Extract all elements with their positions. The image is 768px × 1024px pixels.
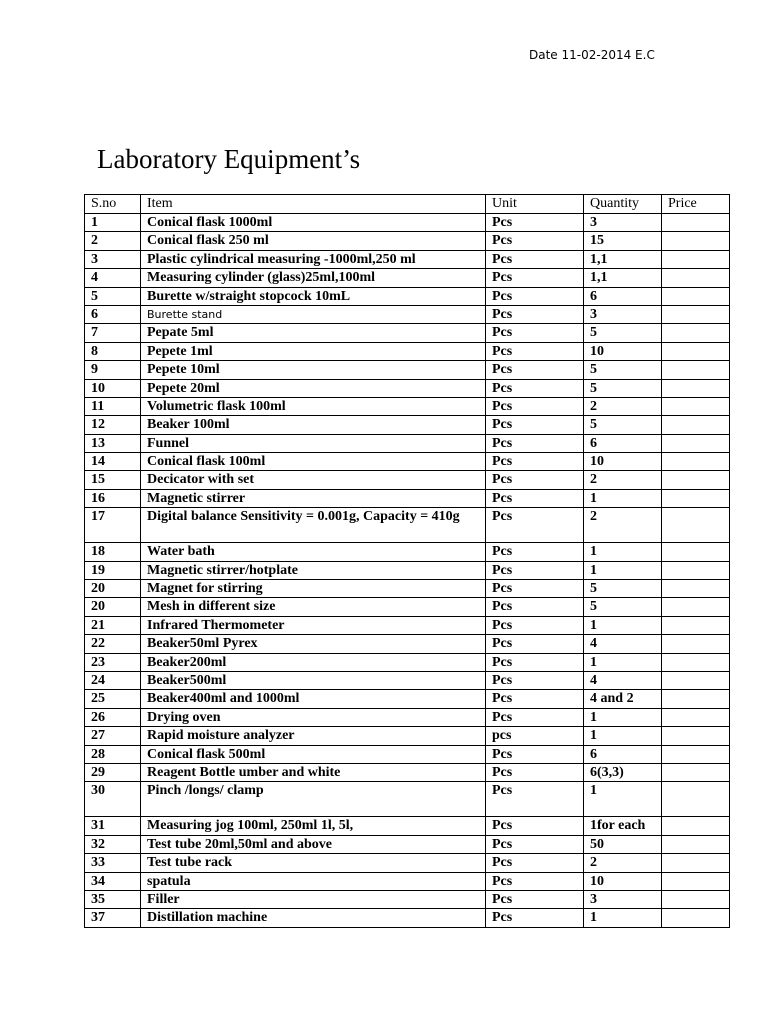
cell-price [662,342,730,360]
cell-price [662,690,730,708]
header-sno: S.no [85,195,141,214]
cell-item: spatula [141,872,486,890]
cell-quantity: 1 [584,653,662,671]
cell-price [662,287,730,305]
cell-quantity: 6 [584,434,662,452]
cell-quantity: 5 [584,379,662,397]
cell-price [662,727,730,745]
page-title: Laboratory Equipment’s [97,144,361,174]
header-row [85,195,730,214]
cell-sno: 29 [85,763,141,781]
cell-quantity: 5 [584,324,662,342]
cell-unit: Pcs [486,416,584,434]
cell-price [662,543,730,561]
cell-price [662,854,730,872]
cell-sno: 22 [85,635,141,653]
cell-item: Test tube rack [141,854,486,872]
cell-unit: Pcs [486,872,584,890]
table-row [85,690,730,708]
cell-item: Conical flask 250 ml [141,232,486,250]
cell-sno: 1 [85,214,141,232]
cell-unit: Pcs [486,890,584,908]
cell-unit: Pcs [486,763,584,781]
cell-item: Digital balance Sensitivity = 0.001g, Capacity = 410g [141,508,486,543]
cell-quantity: 4 [584,671,662,689]
cell-sno: 32 [85,835,141,853]
cell-quantity: 15 [584,232,662,250]
cell-item: Infrared Thermometer [141,616,486,634]
cell-price [662,817,730,835]
cell-sno: 12 [85,416,141,434]
cell-price [662,909,730,927]
cell-unit: Pcs [486,635,584,653]
cell-quantity: 5 [584,416,662,434]
cell-quantity: 3 [584,890,662,908]
cell-sno: 6 [85,305,141,323]
table-row [85,453,730,471]
cell-sno: 31 [85,817,141,835]
cell-sno: 7 [85,324,141,342]
table-row [85,342,730,360]
cell-sno: 20 [85,598,141,616]
cell-unit: Pcs [486,489,584,507]
cell-item: Distillation machine [141,909,486,927]
cell-price [662,397,730,415]
cell-sno: 2 [85,232,141,250]
cell-quantity: 1 [584,489,662,507]
cell-quantity: 1 [584,782,662,817]
cell-quantity: 1for each [584,817,662,835]
cell-sno: 9 [85,361,141,379]
cell-quantity: 1,1 [584,269,662,287]
cell-sno: 16 [85,489,141,507]
cell-unit: Pcs [486,690,584,708]
cell-item: Beaker400ml and 1000ml [141,690,486,708]
cell-price [662,232,730,250]
cell-item: Plastic cylindrical measuring -1000ml,250 ml [141,250,486,268]
cell-unit: pcs [486,727,584,745]
cell-sno: 37 [85,909,141,927]
cell-quantity: 2 [584,397,662,415]
cell-sno: 34 [85,872,141,890]
cell-price [662,872,730,890]
table-row [85,727,730,745]
cell-quantity: 10 [584,453,662,471]
cell-unit: Pcs [486,287,584,305]
cell-item: Conical flask 1000ml [141,214,486,232]
cell-price [662,379,730,397]
cell-unit: Pcs [486,471,584,489]
cell-price [662,305,730,323]
cell-unit: Pcs [486,342,584,360]
cell-item: Beaker50ml Pyrex [141,635,486,653]
cell-price [662,745,730,763]
cell-sno: 25 [85,690,141,708]
cell-price [662,471,730,489]
cell-item: Rapid moisture analyzer [141,727,486,745]
table-row [85,616,730,634]
cell-item: Decicator with set [141,471,486,489]
cell-quantity: 10 [584,872,662,890]
cell-quantity: 4 and 2 [584,690,662,708]
cell-price [662,835,730,853]
cell-quantity: 1 [584,543,662,561]
cell-unit: Pcs [486,671,584,689]
cell-item: Conical flask 500ml [141,745,486,763]
cell-unit: Pcs [486,214,584,232]
table-row [85,708,730,726]
cell-price [662,489,730,507]
cell-quantity: 50 [584,835,662,853]
table-row [85,561,730,579]
table-row [85,817,730,835]
table-row [85,598,730,616]
table-row [85,671,730,689]
cell-unit: Pcs [486,782,584,817]
cell-item: Beaker200ml [141,653,486,671]
cell-unit: Pcs [486,250,584,268]
cell-price [662,434,730,452]
cell-sno: 20 [85,580,141,598]
cell-item: Magnet for stirring [141,580,486,598]
cell-item: Beaker500ml [141,671,486,689]
cell-sno: 17 [85,508,141,543]
cell-price [662,508,730,543]
cell-unit: Pcs [486,817,584,835]
table-row [85,489,730,507]
cell-item: Measuring cylinder (glass)25ml,100ml [141,269,486,287]
table-body [85,214,730,928]
cell-price [662,250,730,268]
cell-sno: 4 [85,269,141,287]
cell-unit: Pcs [486,324,584,342]
cell-unit: Pcs [486,909,584,927]
cell-sno: 28 [85,745,141,763]
cell-quantity: 6 [584,287,662,305]
cell-price [662,890,730,908]
cell-unit: Pcs [486,561,584,579]
cell-unit: Pcs [486,745,584,763]
cell-item: Pepete 1ml [141,342,486,360]
table-row [85,416,730,434]
table-row [85,287,730,305]
cell-sno: 19 [85,561,141,579]
cell-item: Measuring jog 100ml, 250ml 1l, 5l, [141,817,486,835]
cell-unit: Pcs [486,379,584,397]
cell-sno: 18 [85,543,141,561]
cell-item: Pepate 5ml [141,324,486,342]
cell-price [662,635,730,653]
cell-unit: Pcs [486,580,584,598]
cell-unit: Pcs [486,397,584,415]
cell-quantity: 2 [584,854,662,872]
cell-quantity: 1,1 [584,250,662,268]
cell-quantity: 3 [584,214,662,232]
table-row [85,508,730,543]
cell-quantity: 6 [584,745,662,763]
cell-item: Magnetic stirrer [141,489,486,507]
table-row [85,232,730,250]
cell-quantity: 2 [584,471,662,489]
cell-quantity: 5 [584,580,662,598]
table-row [85,782,730,817]
cell-price [662,616,730,634]
cell-sno: 33 [85,854,141,872]
cell-unit: Pcs [486,305,584,323]
table-row [85,763,730,781]
cell-sno: 27 [85,727,141,745]
cell-unit: Pcs [486,616,584,634]
cell-item: Funnel [141,434,486,452]
cell-item: Drying oven [141,708,486,726]
table-header [85,195,730,214]
cell-sno: 13 [85,434,141,452]
table-row [85,471,730,489]
cell-item: Magnetic stirrer/hotplate [141,561,486,579]
cell-price [662,598,730,616]
cell-quantity: 5 [584,361,662,379]
cell-unit: Pcs [486,854,584,872]
cell-item: Conical flask 100ml [141,453,486,471]
table-row [85,580,730,598]
cell-price [662,453,730,471]
cell-item: Pepete 10ml [141,361,486,379]
cell-sno: 23 [85,653,141,671]
document-date: Date 11-02-2014 E.C [529,48,655,62]
cell-item: Volumetric flask 100ml [141,397,486,415]
cell-item: Test tube 20ml,50ml and above [141,835,486,853]
cell-sno: 3 [85,250,141,268]
cell-unit: Pcs [486,543,584,561]
cell-item: Pinch /longs/ clamp [141,782,486,817]
cell-unit: Pcs [486,453,584,471]
table-row [85,361,730,379]
header-item: Item [141,195,486,214]
cell-item: Reagent Bottle umber and white [141,763,486,781]
cell-quantity: 1 [584,616,662,634]
cell-sno: 10 [85,379,141,397]
table-row [85,854,730,872]
table-row [85,305,730,323]
table-row [85,250,730,268]
table-row [85,434,730,452]
table-row [85,543,730,561]
cell-sno: 21 [85,616,141,634]
cell-quantity: 10 [584,342,662,360]
cell-quantity: 2 [584,508,662,543]
cell-item: Water bath [141,543,486,561]
cell-item: Pepete 20ml [141,379,486,397]
cell-price [662,214,730,232]
cell-price [662,269,730,287]
cell-price [662,416,730,434]
cell-price [662,580,730,598]
cell-quantity: 1 [584,561,662,579]
cell-sno: 14 [85,453,141,471]
table-row [85,872,730,890]
cell-unit: Pcs [486,508,584,543]
cell-price [662,561,730,579]
table-row [85,835,730,853]
table-row [85,214,730,232]
cell-price [662,763,730,781]
cell-unit: Pcs [486,835,584,853]
cell-price [662,708,730,726]
table-row [85,890,730,908]
cell-price [662,361,730,379]
cell-quantity: 6(3,3) [584,763,662,781]
cell-sno: 11 [85,397,141,415]
header-price: Price [662,195,730,214]
cell-quantity: 1 [584,708,662,726]
cell-unit: Pcs [486,269,584,287]
table-row [85,397,730,415]
cell-quantity: 5 [584,598,662,616]
cell-sno: 30 [85,782,141,817]
table-row [85,269,730,287]
cell-item: Beaker 100ml [141,416,486,434]
table-row [85,379,730,397]
cell-unit: Pcs [486,598,584,616]
cell-price [662,671,730,689]
cell-unit: Pcs [486,361,584,379]
cell-quantity: 4 [584,635,662,653]
cell-sno: 35 [85,890,141,908]
table-row [85,653,730,671]
header-quantity: Quantity [584,195,662,214]
cell-sno: 24 [85,671,141,689]
table-row [85,745,730,763]
cell-sno: 5 [85,287,141,305]
cell-unit: Pcs [486,653,584,671]
cell-item: Burette w/straight stopcock 10mL [141,287,486,305]
cell-price [662,653,730,671]
cell-price [662,324,730,342]
cell-sno: 15 [85,471,141,489]
cell-unit: Pcs [486,232,584,250]
cell-sno: 8 [85,342,141,360]
cell-quantity: 1 [584,727,662,745]
cell-unit: Pcs [486,708,584,726]
cell-item: Mesh in different size [141,598,486,616]
cell-price [662,782,730,817]
cell-quantity: 1 [584,909,662,927]
table-row [85,909,730,927]
cell-quantity: 3 [584,305,662,323]
table-row [85,324,730,342]
cell-sno: 26 [85,708,141,726]
cell-item: Burette stand [141,305,486,323]
equipment-table [84,194,730,928]
cell-unit: Pcs [486,434,584,452]
cell-item: Filler [141,890,486,908]
table-row [85,635,730,653]
header-unit: Unit [486,195,584,214]
